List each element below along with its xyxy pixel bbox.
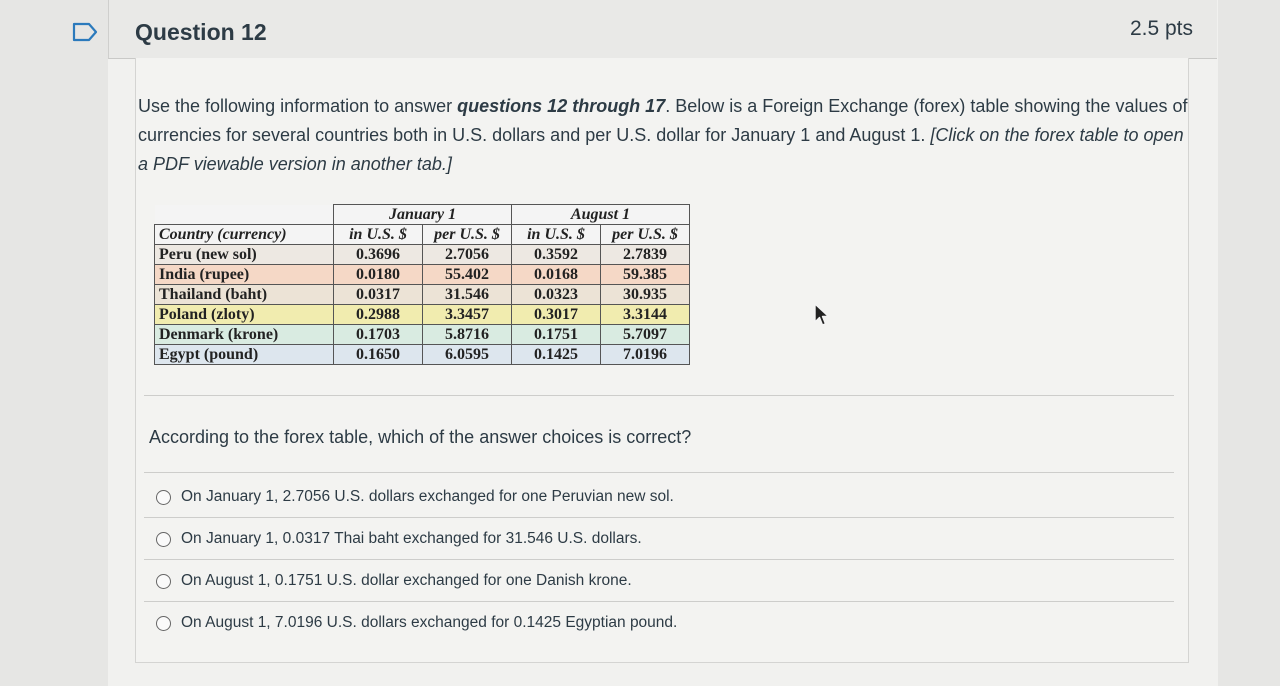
radio-button[interactable] <box>156 616 171 631</box>
table-row <box>155 265 690 285</box>
divider <box>144 472 1174 473</box>
answer-option-4[interactable] <box>156 614 677 632</box>
column-header-aug-per-usd: per U.S. $ <box>601 225 690 245</box>
column-header-jan-in-usd: in U.S. $ <box>334 225 423 245</box>
table-cell: 6.0595 <box>423 345 512 365</box>
table-cell: 0.2988 <box>334 305 423 325</box>
divider <box>144 395 1174 396</box>
answer-label: On August 1, 7.0196 U.S. dollars exchanged for 0.1425 Egyptian pound. <box>181 614 678 631</box>
table-cell: 5.8716 <box>423 325 512 345</box>
group-header-august: August 1 <box>512 205 690 225</box>
table-cell: 2.7839 <box>601 245 690 265</box>
table-cell: 0.1425 <box>512 345 601 365</box>
table-cell: 31.546 <box>423 285 512 305</box>
question-title: Question 12 <box>135 19 267 45</box>
bookmark-icon[interactable] <box>72 22 98 42</box>
table-cell: Poland (zloty) <box>155 305 334 325</box>
table-cell: Denmark (krone) <box>155 325 334 345</box>
intro-bold: questions 12 through 17 <box>457 96 666 116</box>
divider <box>144 517 1174 518</box>
column-header-jan-per-usd: per U.S. $ <box>423 225 512 245</box>
table-row <box>155 245 690 265</box>
table-cell: 7.0196 <box>601 345 690 365</box>
table-cell: 3.3144 <box>601 305 690 325</box>
table-cell: India (rupee) <box>155 265 334 285</box>
table-cell: 5.7097 <box>601 325 690 345</box>
question-card <box>108 0 1218 686</box>
table-cell: 0.3017 <box>512 305 601 325</box>
table-cell: 0.0168 <box>512 265 601 285</box>
answer-label: On January 1, 2.7056 U.S. dollars exchanged for one Peruvian new sol. <box>181 488 674 505</box>
table-cell: 0.0180 <box>334 265 423 285</box>
answer-option-2[interactable] <box>156 530 642 548</box>
radio-button[interactable] <box>156 490 171 505</box>
table-cell: 0.0317 <box>334 285 423 305</box>
question-intro <box>138 92 1198 179</box>
question-prompt: According to the forex table, which of the answer choices is correct? <box>149 427 692 447</box>
table-cell: 30.935 <box>601 285 690 305</box>
table-row <box>155 285 690 305</box>
forex-table <box>154 204 690 365</box>
forex-table-image[interactable] <box>154 204 690 365</box>
table-row <box>155 345 690 365</box>
intro-text-1: Use the following information to answer <box>138 96 458 116</box>
table-cell: 0.3696 <box>334 245 423 265</box>
table-cell: Thailand (baht) <box>155 285 334 305</box>
forex-pdf-link[interactable]: [Click on the forex table to open a PDF viewable version in another tab.] <box>138 125 1184 174</box>
intro-text-2: . Below is a Foreign Exchange (forex) table showing the values of currencies for several countries both in U.S. dollars and per U.S. dollar for January 1 and August 1. <box>138 96 1188 145</box>
question-header <box>108 0 1217 59</box>
radio-button[interactable] <box>156 574 171 589</box>
table-cell: 59.385 <box>601 265 690 285</box>
table-cell: 0.3592 <box>512 245 601 265</box>
divider <box>144 601 1174 602</box>
answer-label: On January 1, 0.0317 Thai baht exchanged for 31.546 U.S. dollars. <box>181 530 642 547</box>
table-cell: Peru (new sol) <box>155 245 334 265</box>
mouse-cursor-icon <box>813 302 831 328</box>
group-header-january: January 1 <box>334 205 512 225</box>
question-body <box>135 58 1189 663</box>
table-cell: 55.402 <box>423 265 512 285</box>
table-cell: 0.1703 <box>334 325 423 345</box>
column-header-aug-in-usd: in U.S. $ <box>512 225 601 245</box>
divider <box>144 559 1174 560</box>
table-cell: 0.1650 <box>334 345 423 365</box>
answer-option-3[interactable] <box>156 572 632 590</box>
table-row <box>155 305 690 325</box>
answer-label: On August 1, 0.1751 U.S. dollar exchanged for one Danish krone. <box>181 572 632 589</box>
table-cell: Egypt (pound) <box>155 345 334 365</box>
table-cell: 3.3457 <box>423 305 512 325</box>
answer-option-1[interactable] <box>156 488 674 506</box>
column-header-country: Country (currency) <box>155 225 334 245</box>
table-cell: 0.0323 <box>512 285 601 305</box>
radio-button[interactable] <box>156 532 171 547</box>
table-cell: 2.7056 <box>423 245 512 265</box>
question-points: 2.5 pts <box>1129 17 1193 40</box>
table-cell: 0.1751 <box>512 325 601 345</box>
table-row <box>155 325 690 345</box>
